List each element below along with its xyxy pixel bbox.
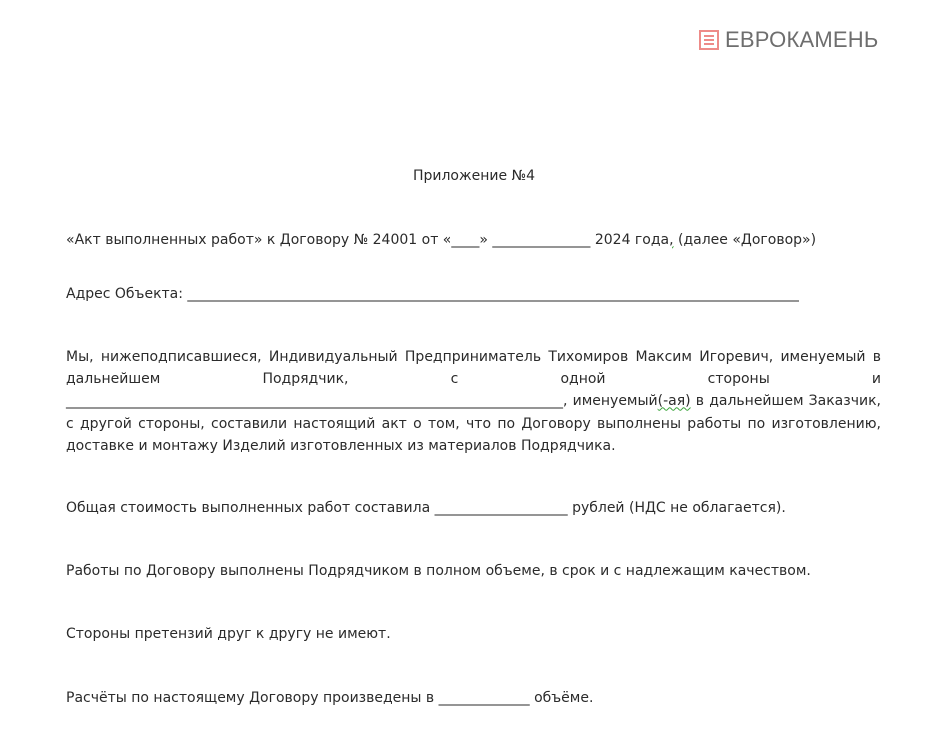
quality-line: Работы по Договору выполнены Подрядчиком в полном объеме, в срок и с надлежащим качеством. (66, 563, 811, 579)
address-line (66, 284, 798, 304)
cost-line: Общая стоимость выполненных работ составила ___________________ рублей (НДС не облагается). (66, 500, 786, 516)
claims-line: Стороны претензий друг к другу не имеют. (66, 626, 391, 642)
spellcheck-suffix: (-ая) (657, 393, 691, 410)
parties-text-1: Мы, нижеподписавшиеся, Индивидуальный Предприниматель Тихомиров Максим Игоревич, именуемый в дальнейшем Подрядчик, с одной стороны и _______________________________________________________________________, именуемый (66, 349, 881, 410)
act-line (66, 230, 816, 250)
address-blank-field[interactable]: ______________________________________________________________________________________________ (187, 286, 799, 302)
logo-text: ЕВРОКАМЕНЬ (725, 27, 879, 52)
spellcheck-comma: , (669, 232, 674, 248)
company-logo (699, 28, 878, 52)
act-line-suffix: (далее «Договор») (673, 232, 817, 248)
parties-text-2: в дальнейшем Заказчик, с другой стороны, составили настоящий акт о том, что по Договору выполнены работы по изготовлению, доставке и монтажу Изделий изготовленных из материалов Подрядчика. (66, 393, 881, 454)
payments-line: Расчёты по настоящему Договору произведены в _____________ объёме. (66, 690, 594, 706)
act-line-prefix: «Акт выполненных работ» к Договору № 24001 от «____» ______________ 2024 года (66, 232, 670, 248)
parties-paragraph (66, 346, 881, 457)
document-title: Приложение №4 (412, 168, 536, 184)
document-lines-icon (699, 30, 719, 50)
address-label: Адрес Объекта: (66, 286, 188, 302)
